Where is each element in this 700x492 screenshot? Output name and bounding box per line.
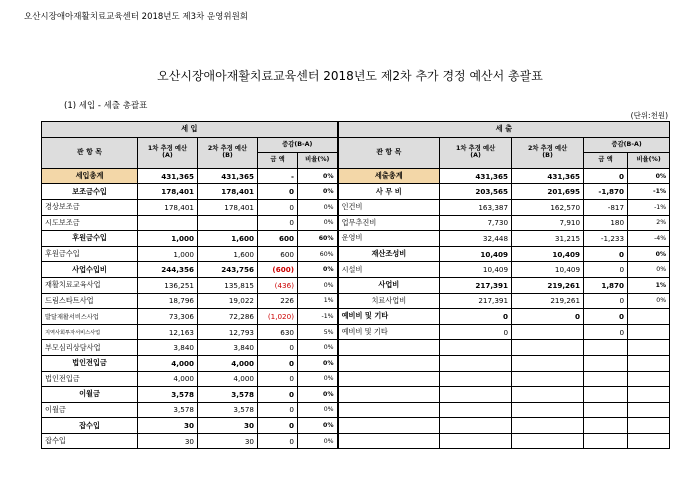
income-first-value (138, 215, 198, 231)
income-diff-amount: 0 (258, 418, 298, 434)
expense-diff-amount: 0 (584, 168, 628, 184)
table-row (42, 231, 670, 247)
income-diff-amount: 0 (258, 387, 298, 403)
income-second-value: 3,578 (198, 387, 258, 403)
income-diff-ratio: 0% (298, 340, 338, 356)
income-diff-amount: (436) (258, 277, 298, 293)
expense-first-value (440, 340, 512, 356)
income-second-value: 30 (198, 433, 258, 449)
expense-item-label (338, 418, 440, 434)
income-item-label: 경상보조금 (42, 199, 138, 215)
expense-item-label: 운영비 (338, 231, 440, 247)
income-diff-amount: 0 (258, 184, 298, 200)
expense-header: 세 출 (338, 122, 670, 138)
expense-second-value: 219,261 (512, 277, 584, 293)
expense-diff-ratio (628, 418, 670, 434)
document-title: 오산시장애아재활치료교육센터 2018년도 제2차 추가 경정 예산서 총괄표 (157, 69, 543, 83)
income-item-label: 세입총계 (42, 168, 138, 184)
income-diff-ratio: -1% (298, 309, 338, 325)
income-diff-amount: 0 (258, 402, 298, 418)
expense-diff-ratio: 0% (628, 262, 670, 278)
expense-item-label: 인건비 (338, 199, 440, 215)
income-second-value: 72,286 (198, 309, 258, 325)
income-item-label: 후원금수입 (42, 246, 138, 262)
income-diff-amount: 0 (258, 340, 298, 356)
expense-second-value: 10,409 (512, 246, 584, 262)
expense-diff-amount: 0 (584, 262, 628, 278)
expense-diff-ratio (628, 355, 670, 371)
expense-col-second-label: 2차 추경 예산 (B) (527, 145, 568, 159)
table-row (42, 277, 670, 293)
expense-diff-ratio (628, 340, 670, 356)
document-header: 오산시장애아재활치료교육센터 2018년도 제3차 운영위원회 (24, 12, 249, 22)
expense-second-value: 7,910 (512, 215, 584, 231)
table-row (42, 324, 670, 340)
income-diff-amount: 0 (258, 371, 298, 387)
expense-item-label (338, 355, 440, 371)
expense-first-value: 217,391 (440, 277, 512, 293)
income-col-first-label: 1차 추경 예산 (A) (147, 145, 188, 159)
expense-first-value (440, 402, 512, 418)
income-first-value: 178,401 (138, 184, 198, 200)
expense-diff-ratio (628, 371, 670, 387)
income-diff-ratio: 1% (298, 293, 338, 309)
table-row (42, 418, 670, 434)
income-first-value: 18,796 (138, 293, 198, 309)
income-second-value (198, 215, 258, 231)
expense-second-value (512, 387, 584, 403)
income-diff-ratio: 0% (298, 387, 338, 403)
income-diff-ratio: 60% (298, 231, 338, 247)
expense-item-label (338, 387, 440, 403)
expense-diff-amount (584, 340, 628, 356)
income-item-label: 잡수입 (42, 418, 138, 434)
expense-diff-amount (584, 387, 628, 403)
income-col-second-label: 2차 추경 예산 (B) (207, 145, 248, 159)
income-second-value: 4,000 (198, 371, 258, 387)
expense-diff-ratio: 0% (628, 293, 670, 309)
expense-diff-amount: 1,870 (584, 277, 628, 293)
income-first-value: 3,578 (138, 387, 198, 403)
income-diff-amount: 600 (258, 231, 298, 247)
income-diff-amount: - (258, 168, 298, 184)
income-first-value: 4,000 (138, 355, 198, 371)
income-first-value: 1,000 (138, 231, 198, 247)
income-diff-ratio: 5% (298, 324, 338, 340)
income-item-label: 법인전입금 (42, 371, 138, 387)
income-first-value: 12,163 (138, 324, 198, 340)
expense-first-value: 217,391 (440, 293, 512, 309)
table-row (42, 184, 670, 200)
expense-diff-ratio: -1% (628, 199, 670, 215)
table-row (42, 433, 670, 449)
expense-first-value: 0 (440, 324, 512, 340)
income-second-value: 3,840 (198, 340, 258, 356)
income-second-value: 1,600 (198, 246, 258, 262)
expense-second-value: 162,570 (512, 199, 584, 215)
table-row (42, 168, 670, 184)
expense-item-label: 세출총계 (338, 168, 440, 184)
income-second-value: 178,401 (198, 199, 258, 215)
income-diff-ratio: 0% (298, 262, 338, 278)
income-item-label: 보조금수입 (42, 184, 138, 200)
income-second-value: 1,600 (198, 231, 258, 247)
income-diff-amount: (1,020) (258, 309, 298, 325)
expense-diff-ratio (628, 309, 670, 325)
expense-col-diff: 증감(B-A) (584, 137, 670, 153)
income-col-first (138, 137, 198, 168)
expense-first-value: 32,448 (440, 231, 512, 247)
income-diff-amount: 0 (258, 355, 298, 371)
income-first-value: 3,578 (138, 402, 198, 418)
expense-col-item: 관 항 목 (338, 137, 440, 168)
expense-diff-ratio: 0% (628, 246, 670, 262)
income-second-value: 19,022 (198, 293, 258, 309)
income-col-ratio: 비율(%) (298, 153, 338, 169)
income-diff-ratio: 0% (298, 418, 338, 434)
table-row (42, 371, 670, 387)
income-first-value: 30 (138, 433, 198, 449)
expense-diff-amount (584, 371, 628, 387)
income-second-value: 135,815 (198, 277, 258, 293)
expense-diff-ratio (628, 433, 670, 449)
expense-first-value (440, 418, 512, 434)
expense-first-value: 203,565 (440, 184, 512, 200)
income-item-label: 드림스타트사업 (42, 293, 138, 309)
expense-item-label (338, 433, 440, 449)
expense-diff-amount (584, 418, 628, 434)
unit-label: (단위:천원) (630, 111, 668, 120)
budget-summary-table (41, 121, 670, 449)
expense-first-value: 7,730 (440, 215, 512, 231)
expense-diff-ratio: 2% (628, 215, 670, 231)
income-item-label: 부모심리상담사업 (42, 340, 138, 356)
income-item-label: 재활치료교육사업 (42, 277, 138, 293)
expense-first-value: 163,387 (440, 199, 512, 215)
income-diff-amount: 630 (258, 324, 298, 340)
expense-first-value (440, 387, 512, 403)
income-first-value: 3,840 (138, 340, 198, 356)
income-diff-ratio: 0% (298, 168, 338, 184)
expense-second-value (512, 418, 584, 434)
table-row (42, 355, 670, 371)
income-diff-ratio: 60% (298, 246, 338, 262)
expense-diff-amount (584, 355, 628, 371)
expense-diff-amount: -1,870 (584, 184, 628, 200)
expense-diff-amount: 0 (584, 309, 628, 325)
expense-diff-ratio (628, 387, 670, 403)
income-diff-amount: 0 (258, 433, 298, 449)
expense-first-value: 10,409 (440, 262, 512, 278)
table-row (42, 293, 670, 309)
expense-first-value (440, 355, 512, 371)
expense-second-value (512, 340, 584, 356)
income-diff-amount: (600) (258, 262, 298, 278)
income-first-value: 244,356 (138, 262, 198, 278)
expense-second-value (512, 402, 584, 418)
table-row (42, 215, 670, 231)
income-first-value: 73,306 (138, 309, 198, 325)
income-second-value: 30 (198, 418, 258, 434)
expense-col-ratio: 비율(%) (628, 153, 670, 169)
expense-first-value: 431,365 (440, 168, 512, 184)
expense-diff-amount: -817 (584, 199, 628, 215)
income-first-value: 136,251 (138, 277, 198, 293)
income-item-label: 법인전입금 (42, 355, 138, 371)
expense-col-amount: 금 액 (584, 153, 628, 169)
income-diff-ratio: 0% (298, 199, 338, 215)
header-row-columns (42, 137, 670, 153)
income-first-value: 431,365 (138, 168, 198, 184)
expense-diff-ratio: 1% (628, 277, 670, 293)
income-item-label: 시도보조금 (42, 215, 138, 231)
expense-diff-amount: 0 (584, 246, 628, 262)
income-diff-ratio: 0% (298, 355, 338, 371)
income-first-value: 178,401 (138, 199, 198, 215)
expense-second-value (512, 433, 584, 449)
income-col-diff: 증감(B-A) (258, 137, 338, 153)
income-item-label: 사업수입비 (42, 262, 138, 278)
budget-body (42, 168, 670, 449)
expense-diff-ratio: -1% (628, 184, 670, 200)
income-col-amount: 금 액 (258, 153, 298, 169)
income-diff-ratio: 0% (298, 402, 338, 418)
expense-item-label: 예비비 및 기타 (338, 324, 440, 340)
income-first-value: 1,000 (138, 246, 198, 262)
expense-item-label: 사업비 (338, 277, 440, 293)
income-second-value: 3,578 (198, 402, 258, 418)
income-item-label: 잡수입 (42, 433, 138, 449)
income-second-value: 4,000 (198, 355, 258, 371)
header-row-sections (42, 122, 670, 138)
expense-second-value: 219,261 (512, 293, 584, 309)
income-diff-amount: 0 (258, 199, 298, 215)
income-first-value: 30 (138, 418, 198, 434)
income-item-label: 후원금수입 (42, 231, 138, 247)
expense-item-label (338, 402, 440, 418)
expense-first-value (440, 371, 512, 387)
income-diff-ratio: 0% (298, 433, 338, 449)
section-title: (1) 세입 - 세출 총괄표 (64, 101, 148, 111)
expense-col-first (440, 137, 512, 168)
expense-first-value: 10,409 (440, 246, 512, 262)
expense-diff-amount (584, 433, 628, 449)
expense-item-label: 시설비 (338, 262, 440, 278)
expense-diff-amount: 180 (584, 215, 628, 231)
expense-second-value: 10,409 (512, 262, 584, 278)
income-diff-ratio: 0% (298, 277, 338, 293)
expense-item-label: 사 무 비 (338, 184, 440, 200)
income-diff-amount: 600 (258, 246, 298, 262)
expense-diff-ratio: -4% (628, 231, 670, 247)
expense-first-value: 0 (440, 309, 512, 325)
income-diff-amount: 226 (258, 293, 298, 309)
expense-second-value: 431,365 (512, 168, 584, 184)
expense-first-value (440, 433, 512, 449)
table-row (42, 340, 670, 356)
income-diff-ratio: 0% (298, 215, 338, 231)
expense-second-value: 0 (512, 309, 584, 325)
table-row (42, 402, 670, 418)
income-item-label: 이월금 (42, 387, 138, 403)
income-col-item: 관 항 목 (42, 137, 138, 168)
expense-col-first-label: 1차 추경 예산 (A) (455, 145, 496, 159)
income-col-second (198, 137, 258, 168)
expense-col-second (512, 137, 584, 168)
income-first-value: 4,000 (138, 371, 198, 387)
table-row (42, 199, 670, 215)
table-row (42, 246, 670, 262)
table-row (42, 387, 670, 403)
expense-second-value: 201,695 (512, 184, 584, 200)
income-diff-amount: 0 (258, 215, 298, 231)
income-second-value: 431,365 (198, 168, 258, 184)
income-second-value: 243,756 (198, 262, 258, 278)
expense-diff-amount (584, 402, 628, 418)
expense-second-value: 31,215 (512, 231, 584, 247)
expense-diff-ratio (628, 402, 670, 418)
expense-diff-ratio: 0% (628, 168, 670, 184)
expense-second-value (512, 324, 584, 340)
income-item-label: 지역사회투자서비스사업 (42, 324, 138, 340)
expense-item-label: 재산조성비 (338, 246, 440, 262)
expense-second-value (512, 371, 584, 387)
expense-item-label (338, 371, 440, 387)
income-second-value: 178,401 (198, 184, 258, 200)
table-row (42, 262, 670, 278)
expense-item-label: 치료사업비 (338, 293, 440, 309)
income-diff-ratio: 0% (298, 371, 338, 387)
expense-diff-ratio (628, 324, 670, 340)
income-item-label: 발달재활서비스사업 (42, 309, 138, 325)
expense-diff-amount: -1,233 (584, 231, 628, 247)
income-item-label: 이월금 (42, 402, 138, 418)
income-header: 세 입 (42, 122, 338, 138)
expense-second-value (512, 355, 584, 371)
expense-item-label (338, 340, 440, 356)
expense-item-label: 업무추진비 (338, 215, 440, 231)
table-row (42, 309, 670, 325)
expense-diff-amount: 0 (584, 324, 628, 340)
expense-item-label: 예비비 및 기타 (338, 309, 440, 325)
income-second-value: 12,793 (198, 324, 258, 340)
expense-diff-amount: 0 (584, 293, 628, 309)
income-diff-ratio: 0% (298, 184, 338, 200)
